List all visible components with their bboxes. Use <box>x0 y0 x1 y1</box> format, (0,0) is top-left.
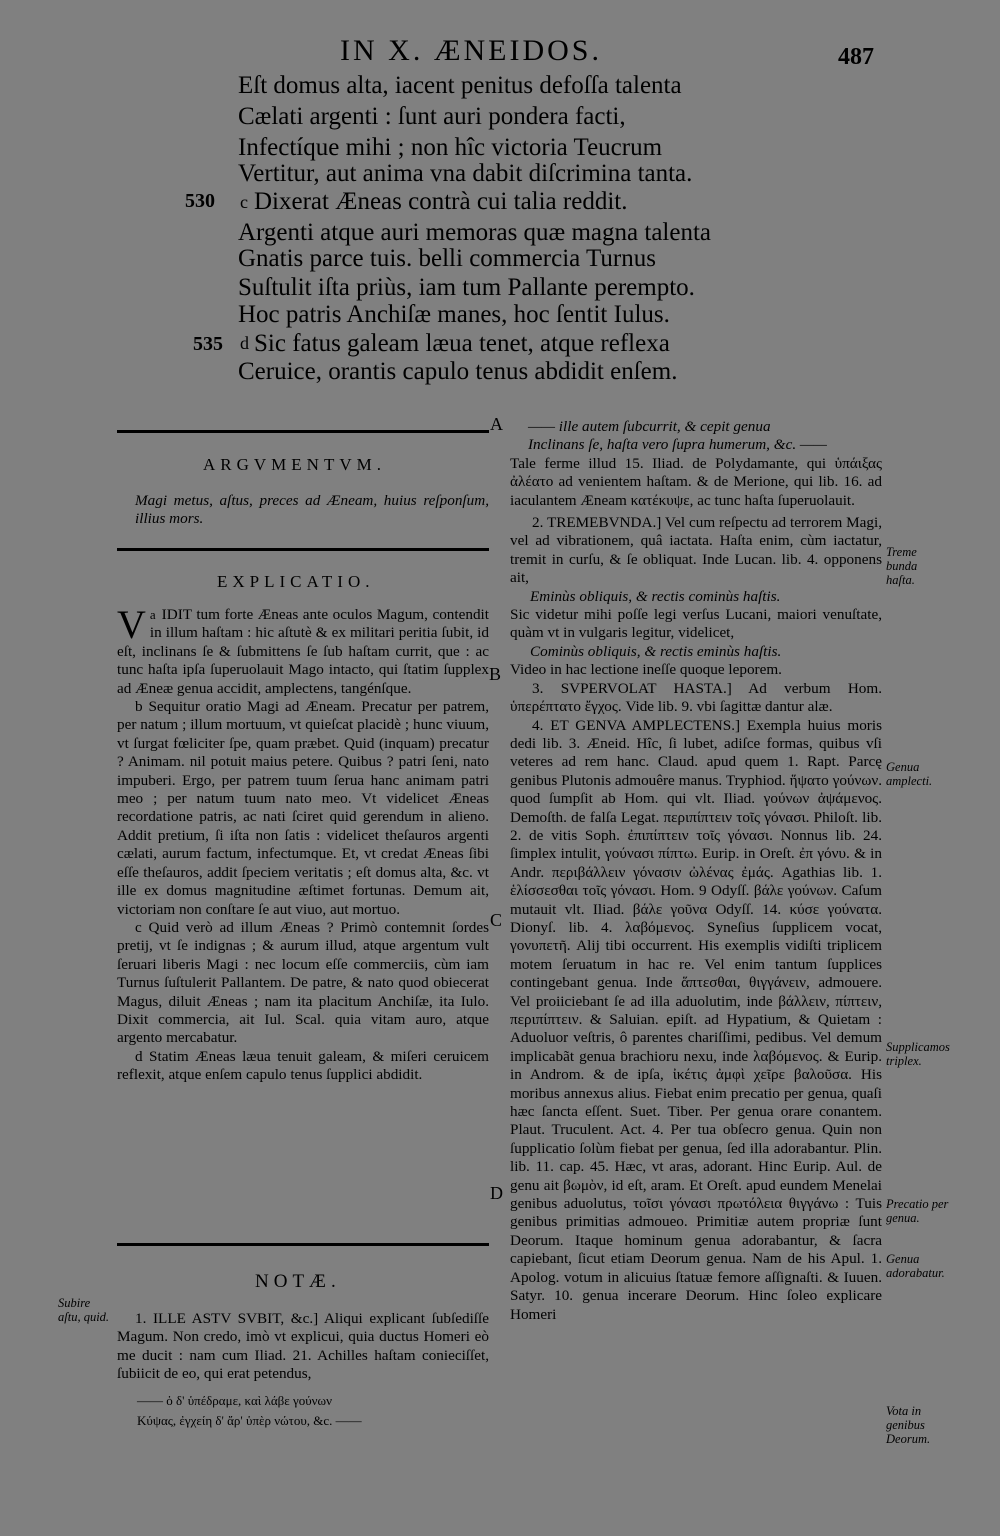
section-letter: C <box>490 910 503 930</box>
margin-note: Treme bunda haſta. <box>886 545 918 587</box>
verse-line: Ceruice, orantis capulo tenus abdidit enſem. <box>238 358 678 385</box>
verse-line: Eſt domus alta, iacent penitus defoſſa talenta <box>238 72 682 99</box>
section-rule <box>117 1243 489 1246</box>
section-rule <box>117 548 489 551</box>
note-paragraph: 3. SVPERVOLAT HASTA.] Ad verbum Hom. ὑπερέπτατο ἔγχος. Vide lib. 9. vbi ſagittæ dantur alæ. <box>510 679 882 716</box>
greek-quote: —— ὁ δ' ὑπέδραμε, καὶ λάβε γούνων <box>137 1392 332 1408</box>
quote-line: —— ille autem ſubcurrit, & cepit genua <box>528 418 771 435</box>
verse-note-tag: d <box>240 333 249 353</box>
page-number: 487 <box>838 44 874 70</box>
explicatio-body <box>117 602 489 1085</box>
notae-body <box>117 1310 489 1430</box>
margin-note: Subire aſtu, quid. <box>58 1296 110 1324</box>
verse-line: Hoc patris Anchiſæ manes, hoc ſentit Iulus. <box>238 301 670 328</box>
verse-line: Suſtulit iſta priùs, iam tum Pallante perempto. <box>238 274 695 301</box>
heading-argumentum: ARGVMENTVM. <box>203 455 386 474</box>
right-column <box>510 418 882 1324</box>
margin-note: Genua adorabatur. <box>886 1252 945 1280</box>
verse-line: Argenti atque auri memoras quæ magna talenta <box>238 219 711 246</box>
quote-line: Inclinans ſe, haſta vero ſupra humerum, &c. —— <box>528 436 827 454</box>
note-paragraph: Sic videtur mihi poſſe legi verſus Lucani, maiori venuſtate, quàm vt in vulgaris legitur, videlicet, <box>510 606 882 642</box>
explicatio-paragraph: IDIT tum forte Æneas ante oculos Magum, contendit in illum haſtam : hic aſtutè & ex militari peritia ſubit, id eſt, inclinans ſe & ſubmittens ſe ſub haſtam currit, que : ac tunc haſta ipſa ſuperuolauit Mago intacto, qui ſtatim ſupplex ad Æneæ genua accidit, amplectens, tangénſque. <box>117 606 489 697</box>
section-letter: B <box>489 664 502 684</box>
note-paragraph: 4. ET GENVA AMPLECTENS.] Exempla huius moris dedi lib. 3. Æneid. Hîc, ſi lubet, adiſce formas, quibus vſi veteres ad rem hanc. Claud. apud quem 1. Rapt. Parcę genibus Plutonis admouêre manus. Tryphiod. ἥψατο γούνων. quod ſumpſit ab Hom. qui vlt. Iliad. γούνων ἀψάμενος. Demoſth. de falſa Legat. περιπίπτειν τοῖς γόνασι. Philoſt. lib. 2. de vitis Soph. ἐπιπίπτειν τοῖς γόνασι. Nonnus lib. 24. ſimplex intulit, γούνασι πίπτω. Eurip. in Oreſt. ἐπ γόνυ. & in Andr. περιβάλλειν γόνασιν ὠλένας ἐμάς. Agathias lib. 1. ἑλίσσεσθαι τοῖς γόνασι. Hom. 9 Odyſſ. βάλε γούνων. Caſum mutauit vlt. Iliad. βάλε γοῦνα Odyſſ. 14. κύσε γούνατα. Dionyſ. lib. 4. λαβόμενος. Syneſius ſupplicem vocat, γονυπετῆ. Alij tibi occurrent. His exemplis vidiſti triplicem motem ſeruatum in hac re. Vel enim tantum ſupplices contingebant genua. Inde ἅπτεσθαι, θιγγάνειν, admouere. Vel proiiciebant ſe ad illa aduolutim, inde βάλλειν, πίπτειν, περιπίπτειν. & Saluian. epiſt. ad Hypatium, & Quietam : Aduoluor veſtris, ô parentes chariſſimi, pedibus. Vel demum implicabãt genua brachioru nexu, inde λαβόμενος. & Eurip. in Androm. & de ipſa, ἰκέτις ἀμφὶ χεῖρε βαλοῦσα. His moribus annexus alius. Fiebat enim precatio per genua, quaſi hæc ſancta eſſent. Suet. Tiber. Per genua orare conantem. Plaut. Truculent. Act. 4. Per tua obſecro genua. Quin non ſupplicatio ſolùm fiebat per genua, ſed illa adorabantur. Plin. lib. 11. cap. 45. Hæc, vt aras, adorant. Hinc Eurip. Aul. de genu ait βωμὸν, id eſt, aram. Et Oreſt. apud eundem Menelai genibus aduolutus, τοῖσι γόνασι πρωτόλεια θιγγάνω : Tuis genibus primitias admoueo. Primitiæ autem propriæ ſunt Deorum. Itaque hominum genua adorabantur, & ſacra capiebant, ſicut etiam Deorum genua. Nam de his Apul. 1. Apolog. votum in alicuius ſtatuæ femore aſſignaſti. & Iuuen. Satyr. 10. genua incerare Deorum. Hinc ſoleo explicare Homeri <box>510 716 882 1323</box>
notae-paragraph: 1. ILLE ASTV SVBIT, &c.] Aliqui explicant ſubſediſſe Magum. Non credo, imò vt explicui, quia ductus Homeri eò me ducit : nam cum Iliad. 21. Achilles haſtam conieciſſet, ſubiicit de eo, qui erat petendus, <box>117 1310 489 1383</box>
explicatio-paragraph: c Quid verò ad illum Æneas ? Primò contemnit ſordes pretij, vt ſe indignas ; & aurum illud, atque argentum vult ſeruari liberis Magi : nec locum eſſe commerciis, cùm iam Turnus ſuſtulerit Pallantem. De patre, & nato quod obiecerat Magus, diluit Æneas ; nam ita placitum Anchiſæ, ita Iulo. Dixit commercia, ait Iul. Scal. quia vitam auro, atque argento mercabatur. <box>117 918 489 1047</box>
verse-number: 535 <box>193 333 223 355</box>
verse-line: Infectíque mihi ; non hîc victoria Teucrum <box>238 134 663 161</box>
section-rule <box>117 430 489 433</box>
verse-line: Gnatis parce tuis. belli commercia Turnus <box>238 245 656 272</box>
verse-line: Sic fatus galeam læua tenet, atque reflexa <box>254 330 670 357</box>
margin-note: Precatio per genua. <box>886 1197 949 1225</box>
quote-line: Cominùs obliquis, & rectis eminùs haſtis. <box>530 642 782 660</box>
explicatio-paragraph: b Sequitur oratio Magi ad Æneam. Precatur per patrem, per natum ; illum mortuum, vt quieſcat placidè ; hunc viuum, vt ſurgat fœliciter ſpe, quam præbet. Quid (inquam) precatur ? Animam. nil potuit maius petere. Quibus ? patri ſeni, nato impuberi. Ergo, per patrem tuum ſerua hanc animam patri meo ; per natum tuum nato meo. Vt videlicet Æneas recordatione patris, ac nati ſciret quid gerendum in alieno. Addit pretium, ſi iſta non ſatis : videlicet theſauros argenti cælati, aurum factum, infectumque. Et, vt credat Æneas ſibi eſſe theſauros, addit ſpeciem veritatis ; eſt domus alta, &c. vt ille ex domus magnitudine æſtimet fortunas. Demum ait, victoriam non conſtare ſe aut viuo, aut mortuo. <box>117 698 489 918</box>
heading-notae: NOTÆ. <box>255 1271 341 1292</box>
verse-note-tag: c <box>240 192 248 212</box>
greek-quote: Κύψας, ἐγχείη δ' ἄρ' ὑπὲρ νώτου, &c. —— <box>137 1413 362 1429</box>
margin-note: Genua amplecti. <box>886 760 933 788</box>
section-letter: D <box>490 1183 503 1203</box>
heading-explicatio: EXPLICATIO. <box>217 572 375 591</box>
explicatio-paragraph: d Statim Æneas læua tenuit galeam, & miſeri ceruicem reflexit, atque enſem capulo tenus ſupplici abdidit. <box>117 1047 489 1084</box>
verse-line: Vertitur, aut anima vna dabit diſcrimina tanta. <box>238 160 693 187</box>
note-paragraph: Video in hac lectione ineſſe quoque leporem. <box>510 661 782 679</box>
verse-line: Dixerat Æneas contrà cui talia reddit. <box>254 188 628 215</box>
section-letter: A <box>490 414 503 434</box>
running-head: IN X. ÆNEIDOS. <box>340 34 602 67</box>
drop-cap: V <box>117 602 146 647</box>
note-paragraph: Tale ferme illud 15. Iliad. de Polydamante, qui ὑπάιξας ἀλέατο ad venientem haſtam. & de Merione, qui lib. 16. ad iaculantem Æneam κατέκυψε, ac tunc haſta ſuperuolauit. <box>510 454 882 509</box>
quote-line: Eminùs obliquis, & rectis cominùs haſtis. <box>530 587 781 605</box>
argumentum-text: Magi metus, aſtus, preces ad Æneam, huius reſponſum, illius mors. <box>135 492 489 528</box>
note-mark: a <box>149 607 156 622</box>
margin-note: Vota in genibus Deorum. <box>886 1404 931 1446</box>
margin-note: Supplicamos triplex. <box>886 1040 950 1068</box>
verse-line: Cælati argenti : ſunt auri pondera facti, <box>238 103 626 130</box>
verse-number: 530 <box>185 190 215 212</box>
note-paragraph: 2. TREMEBVNDA.] Vel cum reſpectu ad terrorem Magi, vel ad vibrationem, quâ iactata. Haſta enim, cùm iactatur, tremit in curſu, & ſe obliquat. Inde Lucan. lib. 4. opponens ait, <box>510 514 882 587</box>
